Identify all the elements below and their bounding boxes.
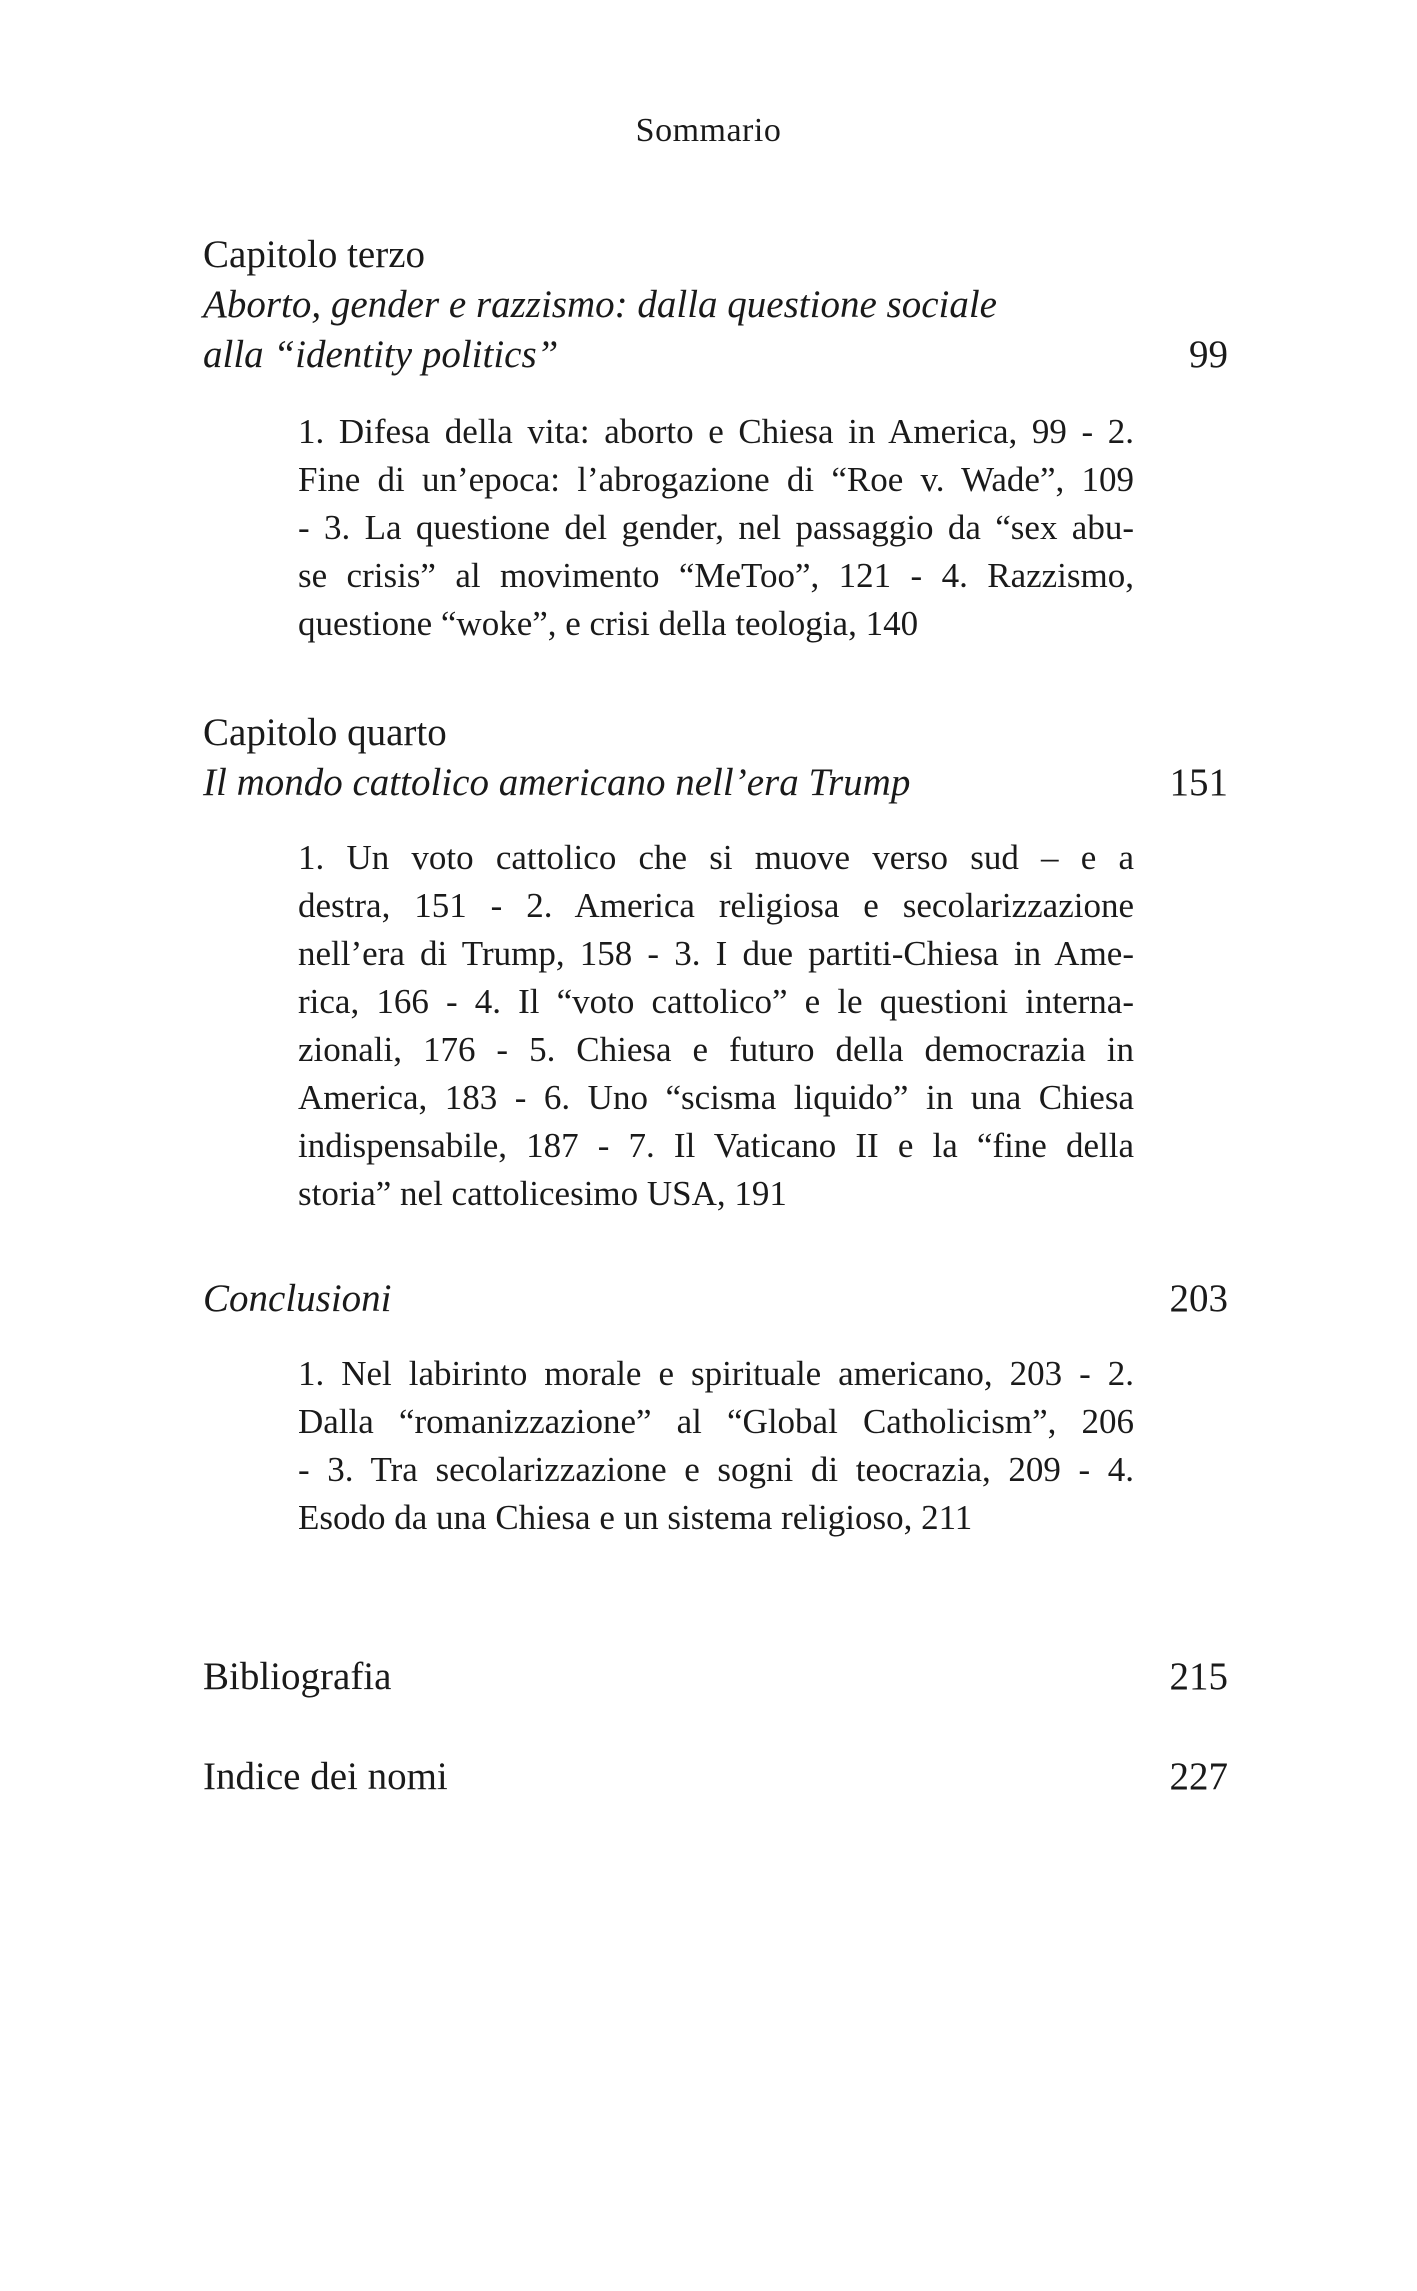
index-label: Indice dei nomi [203, 1755, 448, 1798]
summary-line: rica, 166 - 4. Il “voto cattolico” e le questioni interna- [298, 982, 1134, 1021]
chapter-4-label: Capitolo quarto [203, 711, 447, 754]
summary-line: America, 183 - 6. Uno “scisma liquido” in una Chiesa [298, 1078, 1134, 1117]
summary-line: - 3. Tra secolarizzazione e sogni di teocrazia, 209 - 4. [298, 1450, 1134, 1489]
summary-line: storia” nel cattolicesimo USA, 191 [298, 1174, 787, 1213]
bibliography-page-number: 215 [1169, 1655, 1228, 1698]
summary-line: destra, 151 - 2. America religiosa e secolarizzazione [298, 886, 1134, 925]
bibliography-label: Bibliografia [203, 1655, 392, 1698]
summary-line: Fine di un’epoca: l’abrogazione di “Roe v. Wade”, 109 [298, 460, 1134, 499]
chapter-3-summary [298, 408, 1134, 648]
summary-line: Esodo da una Chiesa e un sistema religioso, 211 [298, 1498, 973, 1537]
chapter-4-summary [298, 834, 1134, 1218]
chapter-3-page-number: 99 [1189, 333, 1228, 376]
chapter-3-title-line-1: Aborto, gender e razzismo: dalla questione sociale [203, 283, 997, 326]
index-page-number: 227 [1169, 1755, 1228, 1798]
chapter-4-page-number: 151 [1169, 761, 1228, 804]
summary-line: zionali, 176 - 5. Chiesa e futuro della democrazia in [298, 1030, 1134, 1069]
conclusions-page-number: 203 [1169, 1277, 1228, 1320]
running-head: Sommario [635, 112, 782, 149]
chapter-3-title-line-2: alla “identity politics” [203, 333, 559, 376]
summary-line: 1. Un voto cattolico che si muove verso sud – e a [298, 838, 1134, 877]
chapter-4-title-line-1: Il mondo cattolico americano nell’era Trump [203, 761, 911, 804]
summary-line: nell’era di Trump, 158 - 3. I due partiti-Chiesa in Ame- [298, 934, 1134, 973]
chapter-3-label: Capitolo terzo [203, 233, 426, 276]
summary-line: 1. Nel labirinto morale e spirituale americano, 203 - 2. [298, 1354, 1134, 1393]
summary-line: Dalla “romanizzazione” al “Global Catholicism”, 206 [298, 1402, 1134, 1441]
summary-line: - 3. La questione del gender, nel passaggio da “sex abu- [298, 508, 1134, 547]
summary-line: 1. Difesa della vita: aborto e Chiesa in America, 99 - 2. [298, 412, 1134, 451]
conclusions-summary [298, 1350, 1134, 1542]
summary-line: se crisis” al movimento “MeToo”, 121 - 4. Razzismo, [298, 556, 1134, 595]
summary-line: indispensabile, 187 - 7. Il Vaticano II e la “fine della [298, 1126, 1134, 1165]
conclusions-title: Conclusioni [203, 1277, 392, 1320]
summary-line: questione “woke”, e crisi della teologia, 140 [298, 604, 919, 643]
